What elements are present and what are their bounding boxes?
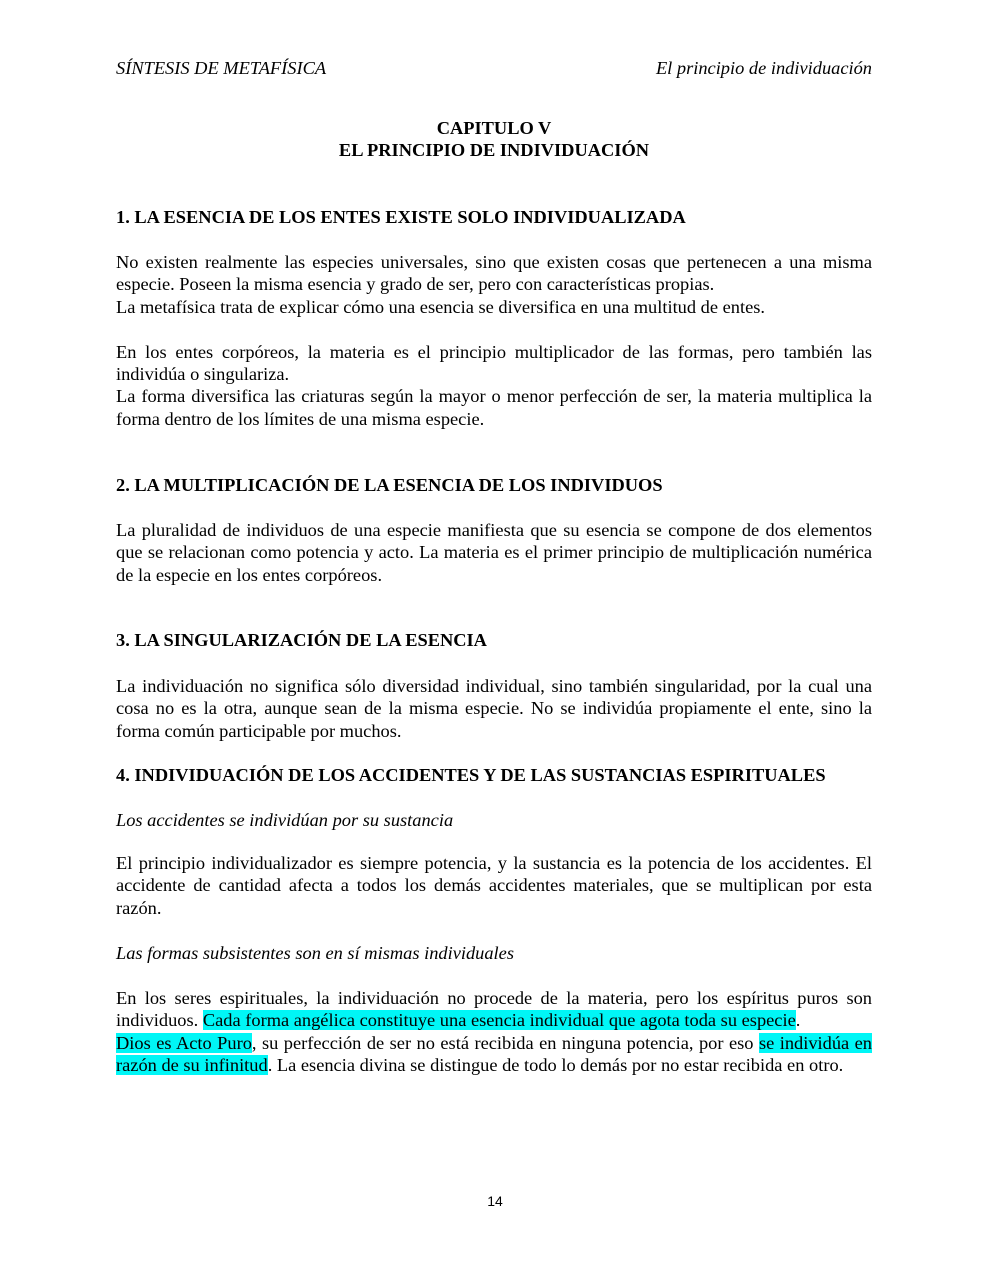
paragraph: La pluralidad de individuos de una especie manifiesta que su esencia se compone de dos elementos que se relacionan como potencia y acto. La materia es el primer principio de multiplicación numérica de la especie en los entes corpóreos. — [116, 520, 872, 585]
section-4-body-1 — [116, 852, 872, 919]
section-4-heading: 4. INDIVIDUACIÓN DE LOS ACCIDENTES Y DE LAS SUSTANCIAS ESPIRITUALES — [116, 765, 826, 785]
section-2-body — [116, 519, 872, 586]
section-3-heading: 3. LA SINGULARIZACIÓN DE LA ESENCIA — [116, 630, 487, 650]
text: En los seres espirituales, la individuación no procede de la materia, pero los espíritus puros son individuos. — [116, 988, 872, 1031]
paragraph — [116, 1032, 872, 1077]
section-2-heading: 2. LA MULTIPLICACIÓN DE LA ESENCIA DE LOS INDIVIDUOS — [116, 475, 663, 495]
paragraph: En los entes corpóreos, la materia es el principio multiplicador de las formas, pero también las individúa o singulariza. — [116, 341, 872, 385]
chapter-heading — [116, 117, 872, 162]
chapter-number: CAPITULO V — [436, 118, 552, 138]
section-3-body — [116, 675, 872, 742]
chapter-title: EL PRINCIPIO DE INDIVIDUACIÓN — [338, 140, 650, 161]
running-header-left: SÍNTESIS DE METAFÍSICA — [116, 58, 327, 78]
paragraph: La forma diversifica las criaturas según la mayor o menor perfección de ser, la materia multiplica la forma dentro de los límites de una misma especie. — [116, 386, 872, 429]
section-4-body-2 — [116, 987, 872, 1077]
paragraph: No existen realmente las especies universales, sino que existen cosas que pertenecen a una misma especie. Poseen la misma esencia y grado de ser, pero con características propias. — [116, 252, 872, 295]
highlighted-text: se individúa en razón de su infinitud — [116, 1032, 872, 1076]
paragraph: La metafísica trata de explicar cómo una esencia se diversifica en una multitud de entes. — [116, 296, 766, 317]
subheading: Las formas subsistentes son en sí mismas individuales — [116, 943, 514, 963]
subheading: Los accidentes se individúan por su sustancia — [116, 810, 454, 830]
text: . — [795, 1010, 801, 1031]
running-header-right: El principio de individuación — [655, 58, 872, 78]
paragraph: El principio individualizador es siempre potencia, y la sustancia es la potencia de los accidentes. El accidente de cantidad afecta a todos los demás accidentes materiales, que se multiplican por esta razón. — [116, 853, 872, 918]
text: , su perfección de ser no está recibida en ninguna potencia, por eso — [251, 1032, 759, 1053]
highlighted-text: Cada forma angélica constituye una esencia individual que agota toda su especie — [202, 1010, 796, 1031]
page-number: 14 — [487, 1193, 503, 1209]
section-1-heading: 1. LA ESENCIA DE LOS ENTES EXISTE SOLO INDIVIDUALIZADA — [116, 207, 686, 227]
section-1-body — [116, 251, 872, 430]
highlighted-text: Dios es Acto Puro — [116, 1032, 252, 1053]
paragraph — [116, 987, 872, 1032]
paragraph: La individuación no significa sólo diversidad individual, sino también singularidad, por la cual una cosa no es la otra, aunque sean de la misma especie. No se individúa propiamente el ente, sino la forma común participable por muchos. — [116, 676, 872, 741]
text: . La esencia divina se distingue de todo lo demás por no estar recibida en otro. — [267, 1055, 844, 1076]
